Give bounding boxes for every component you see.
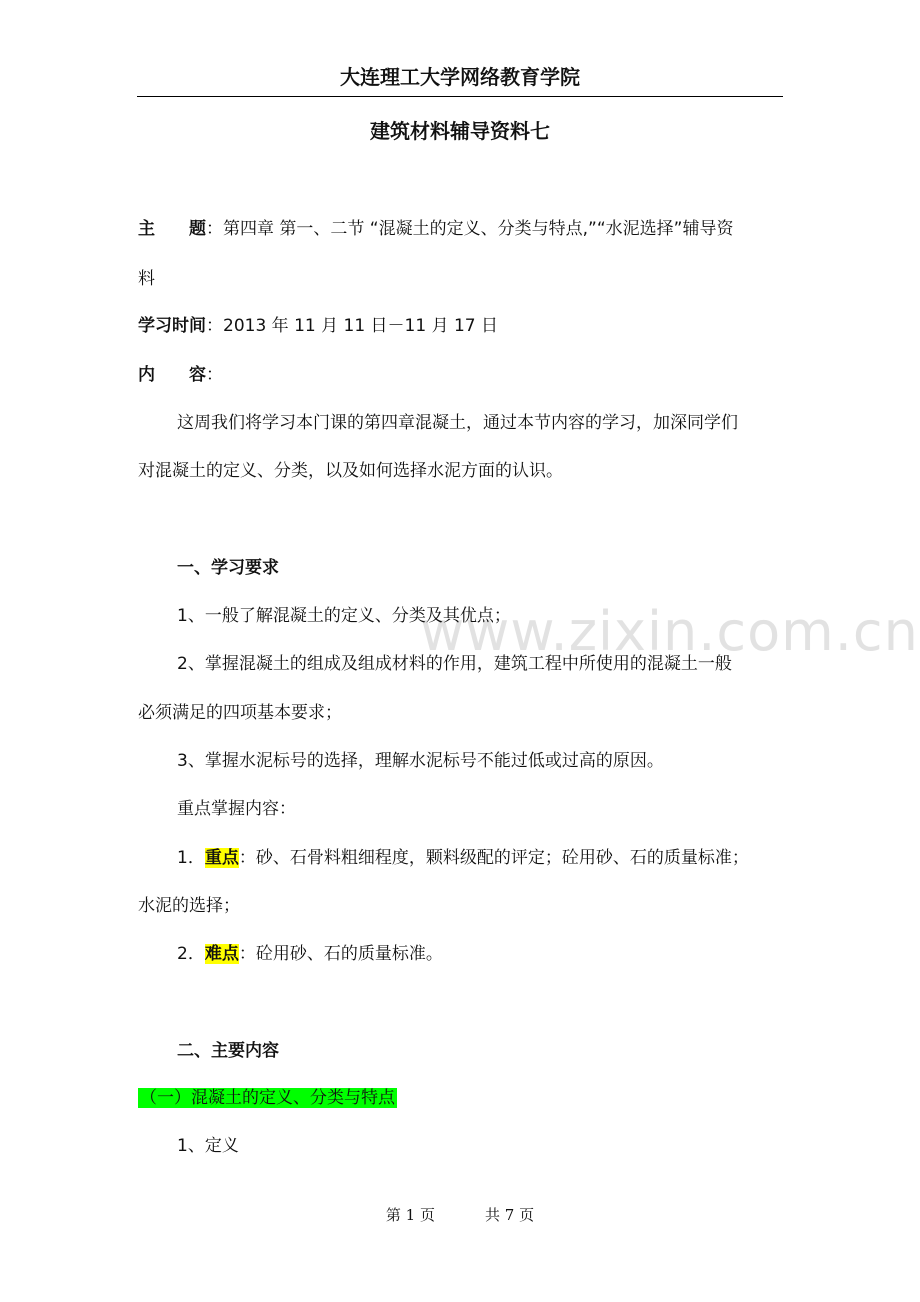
section1-heading: 一、学习要求 — [177, 558, 279, 578]
requirement-1: 1、一般了解混凝土的定义、分类及其优点； — [177, 606, 511, 626]
subject-text: 第四章 第一、二节 “混凝土的定义、分类与特点,”“水泥选择”辅导资 — [223, 219, 734, 239]
time-line: 学习时间：2013 年 11 月 11 日－11 月 17 日 — [138, 316, 499, 336]
subject-label: 主 题 — [138, 219, 206, 239]
key-point-number: 1． — [177, 848, 205, 868]
subsection-1 — [138, 1085, 397, 1111]
subsection-1-title: （一）混凝土的定义、分类与特点 — [140, 1088, 395, 1108]
subject-line-cont: 料 — [138, 269, 155, 289]
subject-line: 主 题：第四章 第一、二节 “混凝土的定义、分类与特点,”“水泥选择”辅导资 — [138, 219, 734, 239]
intro-line-2: 对混凝土的定义、分类，以及如何选择水泥方面的认识。 — [138, 461, 563, 481]
difficulty-label: 难点 — [204, 944, 239, 964]
content-line: 内 容： — [138, 365, 223, 385]
difficulty-text: ：砼用砂、石的质量标准。 — [238, 944, 443, 964]
header-divider — [137, 96, 783, 97]
difficulty-number: 2． — [177, 944, 205, 964]
time-text: 2013 年 11 月 11 日－11 月 17 日 — [223, 316, 499, 336]
key-point-line-cont: 水泥的选择； — [138, 896, 240, 916]
document-title: 建筑材料辅导资料七 — [370, 119, 550, 143]
watermark: www.zixin.com.cn — [420, 600, 919, 663]
requirement-3: 3、掌握水泥标号的选择，理解水泥标号不能过低或过高的原因。 — [177, 751, 664, 771]
page-total: 共 7 页 — [485, 1206, 535, 1224]
key-point-text: ：砂、石骨料粗细程度，颗料级配的评定；砼用砂、石的质量标准； — [238, 848, 749, 868]
focus-label: 重点掌握内容： — [177, 799, 296, 819]
key-point-line — [177, 845, 749, 871]
content-label: 内 容 — [138, 365, 206, 385]
key-point-label: 重点 — [204, 848, 239, 868]
item-definition: 1、定义 — [177, 1136, 239, 1156]
header-institution: 大连理工大学网络教育学院 — [340, 65, 580, 89]
page-footer — [0, 1204, 920, 1226]
time-label: 学习时间 — [138, 316, 206, 336]
requirement-2-line-1: 2、掌握混凝土的组成及组成材料的作用，建筑工程中所使用的混凝土一般 — [177, 654, 732, 674]
section2-heading: 二、主要内容 — [177, 1041, 279, 1061]
difficulty-line — [177, 941, 443, 967]
intro-line-1: 这周我们将学习本门课的第四章混凝土，通过本节内容的学习，加深同学们 — [177, 413, 738, 433]
requirement-2-line-2: 必须满足的四项基本要求； — [138, 703, 342, 723]
page-number: 第 1 页 — [385, 1206, 435, 1224]
